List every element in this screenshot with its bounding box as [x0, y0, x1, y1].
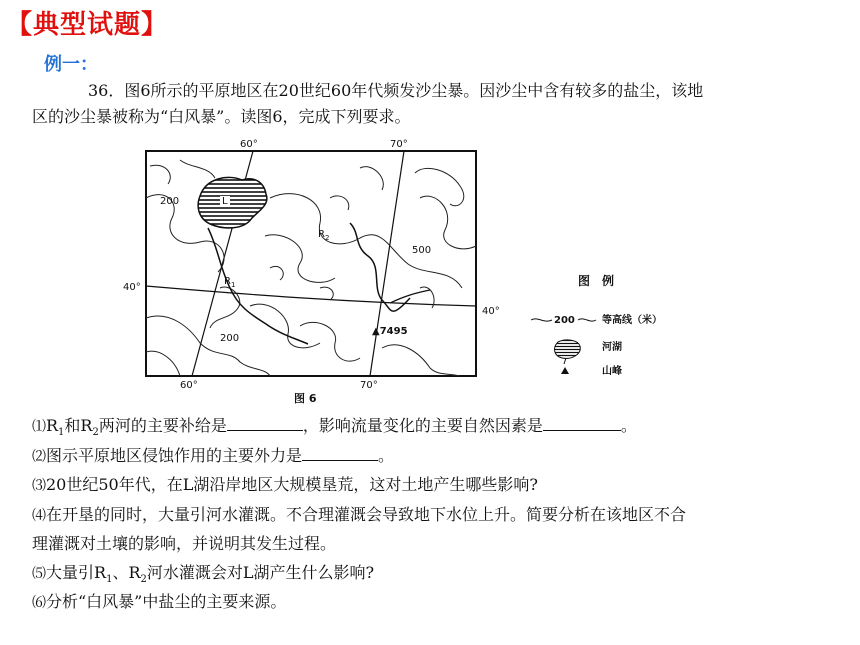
section-title: 【典型试题】: [6, 10, 169, 40]
lon-bottom-right-label: 70°: [360, 380, 378, 391]
lake-label: L: [222, 196, 228, 207]
lat-left-label: 40°: [123, 282, 141, 293]
river-r1-sub: 1: [230, 281, 236, 289]
river-r2-sub: 2: [324, 234, 330, 242]
question-6: [32, 588, 832, 618]
q5-r2: 、R: [112, 562, 141, 582]
q5-r1: 大量引R: [46, 562, 107, 582]
q5-text: 河水灌溉会对L湖产生什么影响?: [146, 562, 375, 582]
figure-caption: 图 6: [294, 392, 317, 405]
legend-contour-line-left: [531, 319, 552, 321]
example-label: 例一：: [44, 54, 98, 75]
legend-lake-icon: [555, 340, 581, 358]
q1-blank-2[interactable]: [543, 415, 621, 431]
contour-200a-label: 200: [160, 196, 180, 207]
figure-6: [120, 138, 700, 408]
intro-text-1: 图6所示的平原地区在20世纪60年代频发沙尘暴。因沙尘中含有较多的盐尘，该地: [124, 81, 704, 100]
q3-number: ⑶: [32, 478, 46, 494]
river-r1-letter: R: [224, 276, 231, 287]
q2-number: ⑵: [32, 448, 46, 465]
legend-peak-icon: [561, 367, 569, 374]
q6-number: ⑹: [32, 595, 46, 611]
legend-peak-text: 山峰: [602, 366, 622, 377]
q2-text: 图示平原地区侵蚀作用的主要外力是: [46, 445, 303, 465]
question-number: 36．: [88, 81, 125, 100]
map-svg: [120, 138, 700, 408]
q4-text-1: 在开垦的同时，大量引河水灌溉。不合理灌溉会导致地下水位上升。简要分析在该地区不合: [46, 504, 687, 524]
sub-questions: [32, 412, 832, 618]
q2-blank[interactable]: [302, 445, 378, 461]
legend-contour-line-right: [578, 319, 596, 321]
map-frame: [146, 151, 476, 376]
question-1: [32, 412, 832, 442]
legend-lake-text: 河湖: [602, 342, 622, 353]
q5-number: ⑸: [32, 565, 46, 582]
question-4-cont: [32, 530, 832, 559]
lat-right-label: 40°: [482, 306, 500, 317]
q3-text: 20世纪50年代，在L湖沿岸地区大规模垦荒，这对土地产生哪些影响?: [46, 475, 538, 494]
intro-line-2: 区的沙尘暴被称为“白风暴”。读图6，完成下列要求。: [32, 107, 411, 126]
q1-and-r-sub: 2: [92, 427, 99, 439]
q1-end: 。: [620, 416, 637, 435]
q1-blank-1[interactable]: [227, 415, 303, 431]
q4-text-2: 理灌溉对土壤的影响，并说明其发生过程。: [32, 534, 337, 553]
q5-r2-sub: 2: [140, 573, 147, 585]
q4-number: ⑷: [32, 507, 46, 524]
legend-contour-text: 等高线（米）: [602, 315, 662, 326]
lon-bottom-left-label: 60°: [180, 380, 198, 391]
question-3: [32, 471, 832, 501]
lon-top-left-label: 60°: [240, 139, 258, 150]
legend-contour-value: 200: [554, 315, 575, 326]
q2-end: 。: [378, 445, 395, 465]
question-2: [32, 442, 832, 472]
contour-500-label: 500: [412, 245, 432, 256]
q1-r-sub: 1: [58, 427, 65, 439]
contour-200b-label: 200: [220, 333, 240, 344]
lon-top-right-label: 70°: [390, 139, 408, 150]
question-5: [32, 559, 832, 589]
q5-r1-sub: 1: [106, 573, 113, 585]
q1-text-b: ，影响流量变化的主要自然因素是: [302, 416, 543, 435]
q6-text: 分析“白风暴”中盐尘的主要来源。: [46, 592, 287, 611]
question-4: [32, 501, 832, 531]
peak-7495-label: ▲7495: [372, 326, 408, 337]
q1-and-r: 和R: [64, 416, 93, 435]
river-r2-letter: R: [318, 229, 325, 240]
q1-number: ⑴: [32, 419, 46, 435]
intro-line-1: [32, 78, 822, 104]
question-intro: [32, 78, 822, 130]
q1-r: R: [46, 416, 59, 435]
legend-title: 图 例: [578, 274, 615, 288]
q1-text-a: 两河的主要补给是: [98, 416, 227, 435]
